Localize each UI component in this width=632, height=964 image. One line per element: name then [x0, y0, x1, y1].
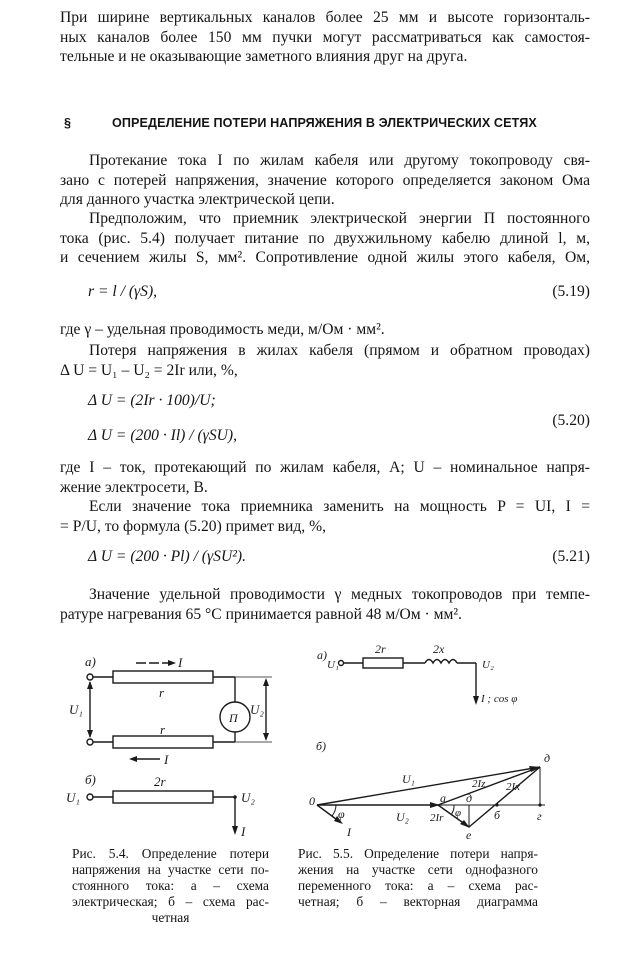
caption-line: напряжения на участке сети по-: [72, 862, 269, 877]
caption-line: Рис. 5.5. Определение потери напря-: [298, 846, 538, 861]
label-u1: U₁: [327, 659, 339, 671]
terminal: [339, 661, 344, 666]
arrowhead: [87, 681, 93, 689]
figure-5-4-diagram: [50, 640, 300, 840]
text-line: Протекание тока I по жилам кабеля или другому токопроводу свя-: [89, 152, 590, 169]
label-resistor: r: [159, 685, 165, 700]
equation-formula: Δ U = (2Ir · 100)/U;: [88, 392, 216, 409]
equation-formula: r = l / (γS),: [88, 283, 158, 300]
section-symbol: §: [64, 116, 72, 130]
equation-number: (5.20): [552, 412, 590, 429]
paragraph-conductivity: [60, 585, 590, 624]
caption-line: четная; б – векторная диаграмма: [298, 894, 538, 909]
resistor-top: [113, 671, 213, 683]
figure-5-4-caption: [72, 846, 269, 926]
terminal: [87, 794, 93, 800]
label-u2: U₂: [482, 659, 494, 671]
label-2iz: 2Iz: [472, 778, 486, 790]
label-point-a: а: [440, 791, 446, 805]
label-point-b: б: [494, 808, 501, 822]
arrowhead: [263, 678, 269, 686]
equation-formula: Δ U = (200 · Pl) / (γSU²).: [88, 548, 246, 565]
text-line: тока (рис. 5.4) получает питание по двухжильному кабелю длиной l, м,: [60, 229, 590, 247]
text-line: Значение удельной проводимости γ медных токопроводов при темпе-: [89, 586, 590, 603]
text-line: Δ U = U₁ – U₂ = 2Ir или, %,: [60, 361, 238, 379]
label-vector-u2: U₂: [396, 810, 409, 824]
caption-line: электрическая; б – схема рас-: [72, 894, 269, 909]
terminal: [87, 739, 93, 745]
paragraph-voltage-loss: [60, 341, 590, 380]
text-line: Потеря напряжения в жилах кабеля (прямом и обратном проводах): [89, 342, 590, 359]
angle-phi: [451, 805, 454, 815]
caption-line: Рис. 5.4. Определение потери: [72, 846, 269, 861]
label-2ix: 2Ix: [506, 781, 521, 793]
label-u1: U₁: [69, 702, 83, 717]
label-current: I: [164, 752, 169, 767]
label-part-b: б): [85, 772, 96, 787]
label-phi: φ: [338, 807, 345, 821]
arrowhead: [473, 696, 479, 705]
inductor-2x: [425, 660, 457, 664]
label-part-a: а): [85, 654, 96, 669]
arrowhead: [168, 660, 176, 666]
text-line: тельные и не оказывающие заметного влияния друг на друга.: [60, 48, 468, 65]
label-part-b: б): [316, 739, 327, 753]
equation-formula: Δ U = (200 · Il) / (γSU),: [88, 427, 237, 444]
label-phi: φ: [455, 807, 462, 819]
label-current: I: [178, 655, 183, 670]
resistor-2r: [363, 658, 403, 668]
label-current: I: [241, 824, 246, 839]
text-line: жение электросети, В.: [60, 478, 208, 496]
equation-5-20a: [88, 392, 216, 410]
node-dot: [538, 803, 541, 806]
paragraph-ohm-law: [60, 151, 590, 210]
text-line: где I – ток, протекающий по жилам кабеля, А; U – номинальное напря-: [60, 459, 590, 476]
text-line: где γ – удельная проводимость меди, м/Ом · мм².: [60, 321, 385, 338]
paragraph-power-substitution: [60, 497, 590, 536]
terminal: [87, 674, 93, 680]
text-line: для данного участка электрической цепи.: [60, 191, 335, 208]
paragraph-receiver: [60, 209, 590, 268]
caption-line: стоянного тока: а – схема: [72, 878, 269, 893]
resistor-2r: [113, 791, 213, 803]
section-title: ОПРЕДЕЛЕНИЕ ПОТЕРИ НАПРЯЖЕНИЯ В ЭЛЕКТРИЧЕСКИХ СЕТЯХ: [112, 116, 537, 130]
arrowhead: [129, 756, 137, 762]
text-line: Если значение тока приемника заменить на мощность P = UI, I =: [89, 498, 590, 515]
arrowhead: [263, 733, 269, 741]
equation-5-21: [88, 548, 246, 566]
resistor-bottom: [113, 736, 213, 748]
node-dot: [495, 803, 498, 806]
angle-phi: [332, 805, 336, 816]
label-vector-i: I: [347, 825, 351, 839]
text-line: = P/U, то формула (5.20) примет вид, %,: [60, 517, 326, 535]
equation-number: (5.21): [552, 548, 590, 565]
label-resistor-2r: 2r: [154, 774, 166, 789]
text-line: зано с потерей напряжения, значение которого определяется законом Ома: [60, 171, 590, 189]
label-u1: U₁: [66, 790, 80, 805]
figure-5-5-caption: [298, 846, 538, 910]
gamma-definition: [60, 320, 590, 340]
label-point-g: г: [537, 809, 542, 823]
equation-5-20b: [88, 427, 237, 445]
text-line: При ширине вертикальных каналов более 25 мм и высоте горизонталь-: [60, 9, 590, 26]
equation-5-19: [88, 283, 157, 301]
label-2ir: 2Ir: [430, 812, 444, 824]
text-line: и сечением жилы S, мм². Сопротивление одной жилы этого кабеля, Ом,: [60, 249, 590, 266]
text-line: ных каналов более 150 мм пучки могут рассматриваться как самостоя-: [60, 28, 590, 46]
label-load: П: [229, 711, 238, 725]
figure-5-5-diagram: [300, 640, 600, 845]
vector-2ix: [469, 767, 540, 827]
text-line: Предположим, что приемник электрической энергии П постоянного: [89, 210, 590, 227]
label-point-e: е: [466, 828, 472, 842]
label-resistor: r: [160, 722, 166, 737]
intro-paragraph: [60, 8, 590, 67]
node-dot: [233, 795, 237, 799]
arrowhead: [430, 802, 440, 808]
section-heading: [64, 116, 537, 130]
text-line: ратуре нагревания 65 °С принимается равной 48 м/Ом · мм².: [60, 605, 462, 623]
caption-line: переменного тока: а – схема рас-: [298, 878, 538, 893]
label-load: I ; cos φ: [481, 693, 518, 705]
label-u2: U₂: [241, 790, 255, 805]
label-resistor: 2r: [375, 642, 386, 656]
vector-2iz: [438, 767, 540, 805]
caption-line: четная: [151, 910, 190, 925]
label-inductor: 2x: [433, 642, 445, 656]
equation-number: (5.19): [552, 283, 590, 300]
caption-line: жения на участке сети однофазного: [298, 862, 538, 877]
label-point-o: 0: [309, 794, 315, 808]
arrowhead: [232, 826, 238, 835]
arrowhead: [87, 730, 93, 738]
paragraph-definitions: [60, 458, 590, 497]
label-point-d: д: [544, 751, 551, 765]
label-part-a: а): [317, 648, 327, 662]
label-point-d2: д: [466, 791, 473, 805]
label-u2: U₂: [250, 702, 264, 717]
label-vector-u1: U₁: [402, 772, 415, 786]
